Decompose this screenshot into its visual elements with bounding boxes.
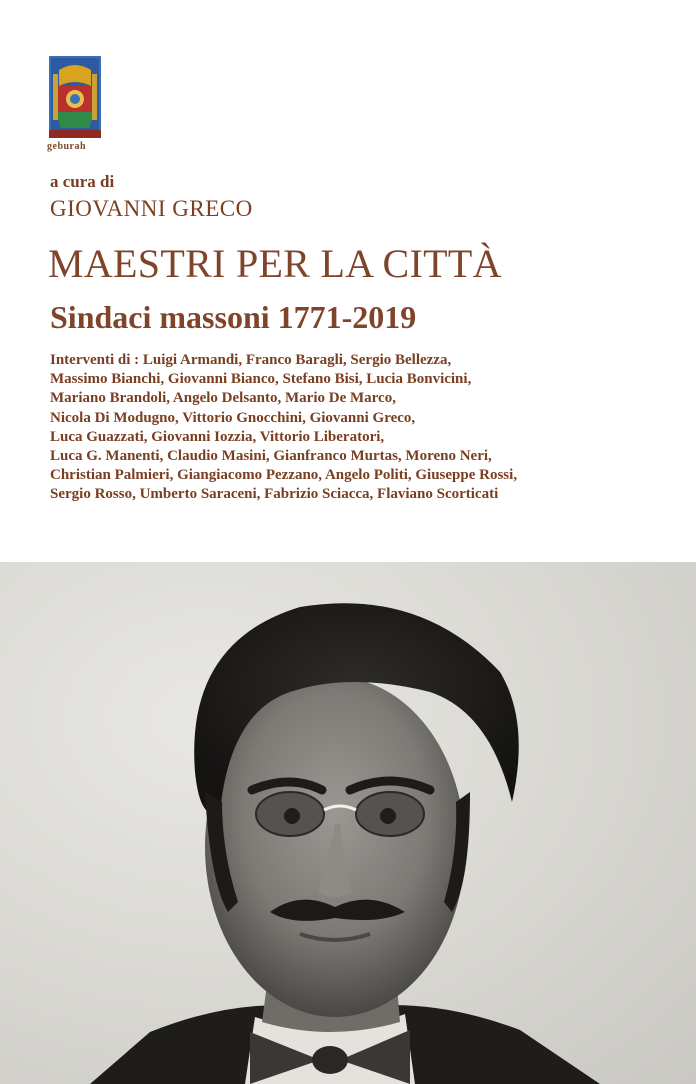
publisher-name: geburah (47, 141, 87, 152)
contributors-line: Luca Guazzati, Giovanni Iozzia, Vittorio Liberatori, (50, 428, 385, 445)
contributors-line: Sergio Rosso, Umberto Saraceni, Fabrizio Sciacca, Flaviano Scorticati (50, 486, 499, 503)
contributors-line: Christian Palmieri, Giangiacomo Pezzano, Angelo Politi, Giuseppe Rossi, (50, 467, 518, 484)
book-subtitle: Sindaci massoni 1771-2019 (50, 299, 417, 335)
cover-photo (0, 562, 696, 1084)
book-title: MAESTRI PER LA CITTÀ (48, 241, 502, 286)
contributors-line: Luca G. Manenti, Claudio Masini, Gianfranco Murtas, Moreno Neri, (50, 448, 492, 465)
curator-label: a cura di (50, 172, 115, 191)
portrait-photo-icon (0, 562, 696, 1084)
coat-of-arms-icon (49, 56, 101, 138)
curator-name: GIOVANNI GRECO (50, 196, 253, 221)
contributors-line: Massimo Bianchi, Giovanni Bianco, Stefano Bisi, Lucia Bonvicini, (50, 371, 472, 388)
publisher-logo (49, 56, 101, 138)
contributors-list (50, 351, 670, 505)
contributors-line: Mariano Brandoli, Angelo Delsanto, Mario De Marco, (50, 390, 396, 407)
contributors-line: Nicola Di Modugno, Vittorio Gnocchini, Giovanni Greco, (50, 409, 416, 426)
contributors-line: Interventi di : Luigi Armandi, Franco Baragli, Sergio Bellezza, (50, 352, 452, 368)
